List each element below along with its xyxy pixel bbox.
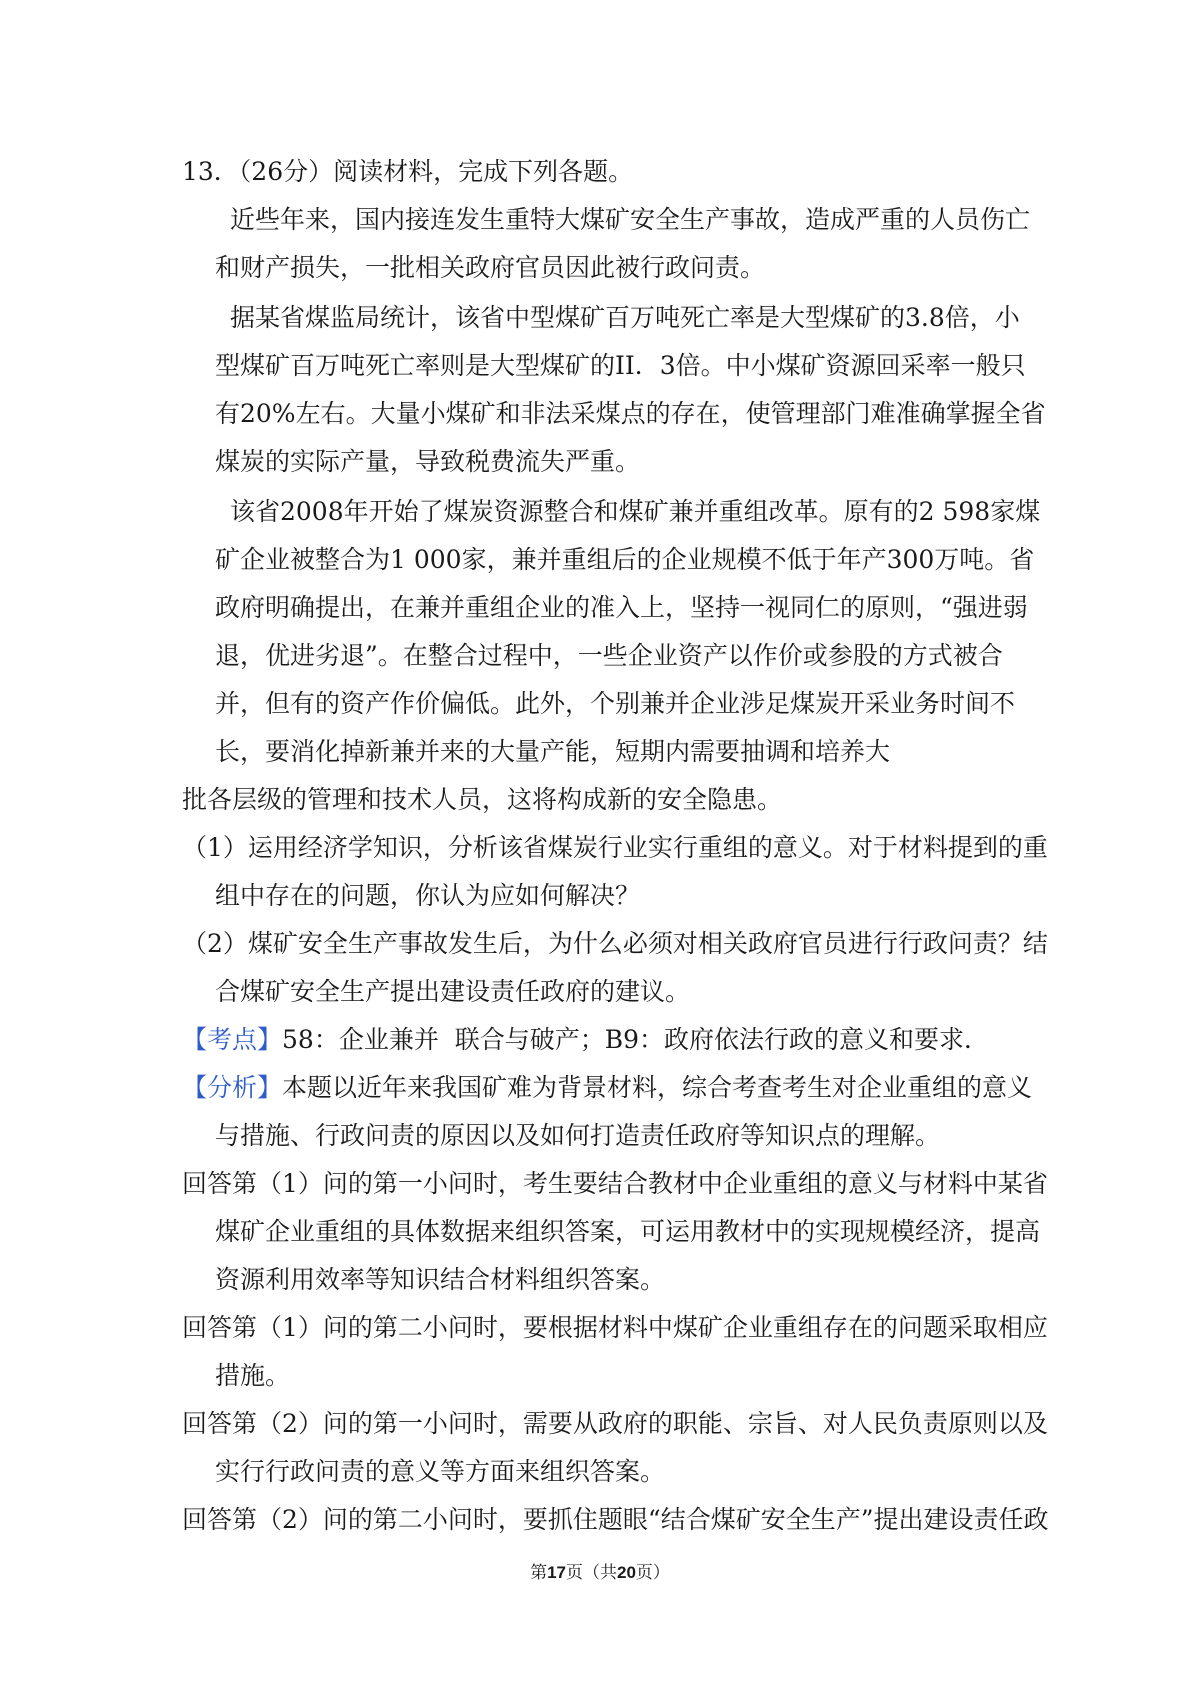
page-number: 17 bbox=[547, 1563, 566, 1582]
answer-guide-4 bbox=[182, 1496, 1049, 1544]
text-line: 组中存在的问题，你认为应如何解决？ bbox=[215, 881, 641, 910]
fenxi-tag: 【分析】 bbox=[182, 1073, 283, 1102]
text-line: 长，要消化掉新兼并来的大量产能，短期内需要抽调和培养大 bbox=[215, 737, 891, 766]
text-line: 退，优进劣退”。在整合过程中，一些企业资产以作价或参股的方式被合 bbox=[215, 641, 1003, 670]
text-line: 政府明确提出，在兼并重组企业的准入上，坚持一视同仁的原则，“强进弱 bbox=[215, 593, 1028, 622]
question-header: 13．（26分）阅读材料，完成下列各题。 bbox=[182, 157, 634, 186]
sub-question-2 bbox=[182, 920, 1048, 1016]
kaodian-line bbox=[182, 1016, 1032, 1064]
text-line: 该省2008年开始了煤炭资源整合和煤矿兼并重组改革。原有的2 598家煤 bbox=[230, 497, 1041, 526]
material-tail: 批各层级的管理和技术人员，这将构成新的安全隐患。 bbox=[182, 785, 783, 814]
text-line: 并，但有的资产作价偏低。此外，个别兼并企业涉足煤炭开采业务时间不 bbox=[215, 689, 1016, 718]
fenxi-block bbox=[182, 1064, 1032, 1160]
text-line: 措施。 bbox=[215, 1361, 291, 1390]
text-line: 据某省煤监局统计，该省中型煤矿百万吨死亡率是大型煤矿的3.8倍，小 bbox=[230, 303, 1020, 332]
material-paragraph-2 bbox=[182, 294, 1046, 486]
answer-guide-2 bbox=[182, 1304, 1048, 1400]
text-line: 合煤矿安全生产提出建设责任政府的建议。 bbox=[215, 977, 691, 1006]
footer-suffix: 页） bbox=[635, 1563, 670, 1583]
text-line: 煤炭的实际产量，导致税费流失严重。 bbox=[215, 447, 641, 476]
fenxi-text: 本题以近年来我国矿难为背景材料，综合考查考生对企业重组的意义 bbox=[282, 1073, 1033, 1102]
text-line: 回答第（2）问的第一小问时，需要从政府的职能、宗旨、对人民负责原则以及 bbox=[182, 1409, 1048, 1438]
page-footer bbox=[0, 1558, 1200, 1583]
text-line: 和财产损失，一批相关政府官员因此被行政问责。 bbox=[215, 253, 766, 282]
kaodian-text: 58：企业兼并 联合与破产；B9：政府依法行政的意义和要求． bbox=[282, 1025, 990, 1054]
text-line: 与措施、行政问责的原因以及如何打造责任政府等知识点的理解。 bbox=[215, 1121, 941, 1150]
text-line: 近些年来，国内接连发生重特大煤矿安全生产事故，造成严重的人员伤亡 bbox=[230, 205, 1031, 234]
answer-guide-3 bbox=[182, 1400, 1048, 1496]
document-body bbox=[182, 148, 1049, 1544]
text-line: 资源利用效率等知识结合材料组织答案。 bbox=[215, 1265, 666, 1294]
text-line: 矿企业被整合为1 000家，兼并重组后的企业规模不低于年产300万吨。省 bbox=[215, 545, 1035, 574]
text-line: 回答第（2）问的第二小问时，要抓住题眼“结合煤矿安全生产”提出建设责任政 bbox=[182, 1505, 1049, 1534]
material-paragraph-3 bbox=[182, 488, 1041, 776]
text-line: 回答第（1）问的第一小问时，考生要结合教材中企业重组的意义与材料中某省 bbox=[182, 1169, 1048, 1198]
answer-guide-1 bbox=[182, 1160, 1048, 1304]
text-line: 回答第（1）问的第二小问时，要根据材料中煤矿企业重组存在的问题采取相应 bbox=[182, 1313, 1048, 1342]
kaodian-tag: 【考点】 bbox=[182, 1025, 283, 1054]
text-line: （2）煤矿安全生产事故发生后，为什么必须对相关政府官员进行行政问责？结 bbox=[182, 929, 1048, 958]
sub-question-1 bbox=[182, 824, 1048, 920]
text-line: 有20%左右。大量小煤矿和非法采煤点的存在，使管理部门难准确掌握全省 bbox=[215, 399, 1046, 428]
text-line: 实行行政问责的意义等方面来组织答案。 bbox=[215, 1457, 666, 1486]
footer-middle: 页（共 bbox=[566, 1563, 617, 1583]
text-line: 型煤矿百万吨死亡率则是大型煤矿的II．3倍。中小煤矿资源回采率一般只 bbox=[215, 351, 1026, 380]
page-total: 20 bbox=[617, 1563, 636, 1582]
material-paragraph-1 bbox=[182, 196, 1032, 292]
text-line: 煤矿企业重组的具体数据来组织答案，可运用教材中的实现规模经济，提高 bbox=[215, 1217, 1041, 1246]
footer-prefix: 第 bbox=[530, 1563, 548, 1583]
text-line: （1）运用经济学知识，分析该省煤炭行业实行重组的意义。对于材料提到的重 bbox=[182, 833, 1048, 862]
